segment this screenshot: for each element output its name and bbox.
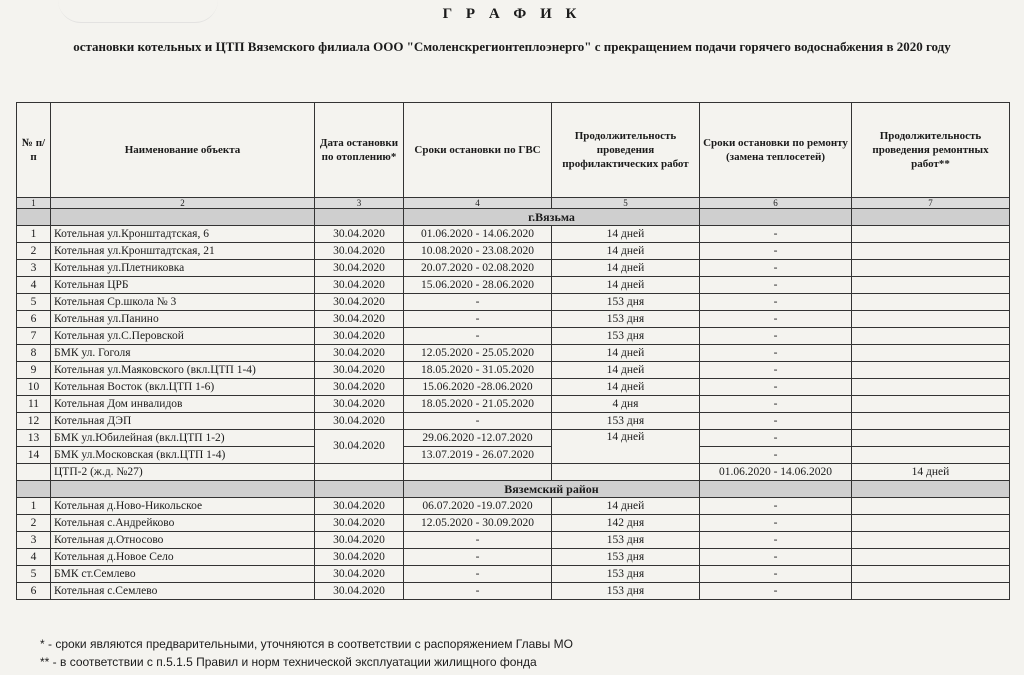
- gvs-stop-period: 18.05.2020 - 31.05.2020: [404, 362, 552, 379]
- header-gvs: Сроки остановки по ГВС: [404, 103, 552, 198]
- object-name: БМК ул.Московская (вкл.ЦТП 1-4): [51, 447, 315, 464]
- prof-duration: 14 дней: [552, 277, 700, 294]
- repair-period: -: [700, 396, 852, 413]
- col-number: 7: [852, 198, 1010, 209]
- repair-duration: [852, 379, 1010, 396]
- repair-period: -: [700, 583, 852, 600]
- heating-stop-date: 30.04.2020: [315, 549, 404, 566]
- heating-stop-date: 30.04.2020: [315, 260, 404, 277]
- heating-stop-date: 30.04.2020: [315, 345, 404, 362]
- col-number: 6: [700, 198, 852, 209]
- section-spacer: [51, 481, 315, 498]
- heating-stop-date: 30.04.2020: [315, 532, 404, 549]
- object-name: ЦТП-2 (ж.д. №27): [51, 464, 315, 481]
- row-number: 12: [17, 413, 51, 430]
- heating-stop-date: 30.04.2020: [315, 379, 404, 396]
- row-number: 4: [17, 549, 51, 566]
- prof-duration: 153 дня: [552, 583, 700, 600]
- section-spacer: [700, 209, 852, 226]
- row-number: 9: [17, 362, 51, 379]
- section-spacer: [852, 209, 1010, 226]
- gvs-stop-period: 13.07.2019 - 26.07.2020: [404, 447, 552, 464]
- object-name: Котельная Восток (вкл.ЦТП 1-6): [51, 379, 315, 396]
- heating-stop-date: 30.04.2020: [315, 328, 404, 345]
- object-name: Котельная Ср.школа № 3: [51, 294, 315, 311]
- col-number: 2: [51, 198, 315, 209]
- repair-duration: [852, 515, 1010, 532]
- col-number: 1: [17, 198, 51, 209]
- row-number: 6: [17, 311, 51, 328]
- object-name: Котельная ДЭП: [51, 413, 315, 430]
- heating-stop-date: [315, 464, 404, 481]
- table-row: [17, 515, 1010, 532]
- heating-stop-date: 30.04.2020: [315, 413, 404, 430]
- object-name: Котельная д.Относово: [51, 532, 315, 549]
- repair-duration: [852, 447, 1010, 464]
- repair-duration: [852, 396, 1010, 413]
- object-name: Котельная Дом инвалидов: [51, 396, 315, 413]
- row-number: [17, 464, 51, 481]
- table-row: [17, 226, 1010, 243]
- gvs-stop-period: -: [404, 532, 552, 549]
- table-row: [17, 311, 1010, 328]
- repair-duration: [852, 549, 1010, 566]
- repair-period: -: [700, 328, 852, 345]
- repair-period: -: [700, 566, 852, 583]
- row-number: 7: [17, 328, 51, 345]
- row-number: 2: [17, 243, 51, 260]
- repair-period: -: [700, 532, 852, 549]
- gvs-stop-period: -: [404, 328, 552, 345]
- prof-duration: 14 дней: [552, 345, 700, 362]
- repair-duration: [852, 532, 1010, 549]
- table-row: [17, 583, 1010, 600]
- heating-stop-date: 30.04.2020: [315, 277, 404, 294]
- repair-duration: [852, 260, 1010, 277]
- gvs-stop-period: 06.07.2020 -19.07.2020: [404, 498, 552, 515]
- repair-duration: [852, 294, 1010, 311]
- row-number: 6: [17, 583, 51, 600]
- heating-stop-date: 30.04.2020: [315, 515, 404, 532]
- object-name: Котельная с.Семлево: [51, 583, 315, 600]
- table-row: [17, 396, 1010, 413]
- repair-duration: [852, 362, 1010, 379]
- footnote-2: ** - в соответствии с п.5.1.5 Правил и норм технической эксплуатации жилищного фонда: [40, 655, 537, 669]
- gvs-stop-period: 15.06.2020 -28.06.2020: [404, 379, 552, 396]
- header-repair: Сроки остановки по ремонту (замена теплосетей): [700, 103, 852, 198]
- row-number: 2: [17, 515, 51, 532]
- prof-duration: 153 дня: [552, 566, 700, 583]
- table-row: [17, 345, 1010, 362]
- heating-stop-date: 30.04.2020: [315, 311, 404, 328]
- table-row: [17, 362, 1010, 379]
- prof-duration: 14 дней: [552, 362, 700, 379]
- gvs-stop-period: 10.08.2020 - 23.08.2020: [404, 243, 552, 260]
- row-number: 3: [17, 260, 51, 277]
- repair-period: -: [700, 413, 852, 430]
- heating-stop-date: 30.04.2020: [315, 396, 404, 413]
- object-name: Котельная ул.Кронштадтская, 6: [51, 226, 315, 243]
- gvs-stop-period: 18.05.2020 - 21.05.2020: [404, 396, 552, 413]
- section-title: г.Вязьма: [404, 209, 700, 226]
- repair-duration: 14 дней: [852, 464, 1010, 481]
- prof-duration: 14 дней: [552, 260, 700, 277]
- prof-duration: 153 дня: [552, 413, 700, 430]
- repair-duration: [852, 583, 1010, 600]
- table-row: [17, 379, 1010, 396]
- gvs-stop-period: -: [404, 413, 552, 430]
- prof-duration: [552, 464, 700, 481]
- table-row: [17, 243, 1010, 260]
- object-name: БМК ул. Гоголя: [51, 345, 315, 362]
- header-prof-duration: Продолжительность проведения профилактических работ: [552, 103, 700, 198]
- gvs-stop-period: -: [404, 549, 552, 566]
- repair-duration: [852, 328, 1010, 345]
- table-row: [17, 294, 1010, 311]
- row-number: 10: [17, 379, 51, 396]
- repair-period: -: [700, 226, 852, 243]
- row-number: 8: [17, 345, 51, 362]
- repair-period: -: [700, 311, 852, 328]
- section-spacer: [700, 481, 852, 498]
- repair-duration: [852, 226, 1010, 243]
- section-row: [17, 481, 1010, 498]
- heating-stop-date: 30.04.2020: [315, 566, 404, 583]
- repair-duration: [852, 243, 1010, 260]
- gvs-stop-period: [404, 464, 552, 481]
- heating-stop-date: 30.04.2020: [315, 430, 404, 464]
- section-row: [17, 209, 1010, 226]
- row-number: 11: [17, 396, 51, 413]
- gvs-stop-period: 15.06.2020 - 28.06.2020: [404, 277, 552, 294]
- object-name: Котельная ул.Маяковского (вкл.ЦТП 1-4): [51, 362, 315, 379]
- object-name: БМК ул.Юбилейная (вкл.ЦТП 1-2): [51, 430, 315, 447]
- table-row: [17, 260, 1010, 277]
- table-row: [17, 447, 1010, 464]
- prof-duration: 4 дня: [552, 396, 700, 413]
- table-row: [17, 532, 1010, 549]
- repair-duration: [852, 413, 1010, 430]
- row-number: 1: [17, 498, 51, 515]
- gvs-stop-period: 12.05.2020 - 30.09.2020: [404, 515, 552, 532]
- gvs-stop-period: 12.05.2020 - 25.05.2020: [404, 345, 552, 362]
- repair-period: -: [700, 447, 852, 464]
- prof-duration: 14 дней: [552, 430, 700, 464]
- gvs-stop-period: -: [404, 566, 552, 583]
- repair-period: -: [700, 362, 852, 379]
- footnote-1: * - сроки являются предварительными, уточняются в соответствии с распоряжением Главы МО: [40, 637, 573, 651]
- prof-duration: 153 дня: [552, 311, 700, 328]
- heating-stop-date: 30.04.2020: [315, 294, 404, 311]
- table-row: [17, 464, 1010, 481]
- col-number: 5: [552, 198, 700, 209]
- prof-duration: 153 дня: [552, 532, 700, 549]
- heating-stop-date: 30.04.2020: [315, 243, 404, 260]
- table-row: [17, 277, 1010, 294]
- repair-period: 01.06.2020 - 14.06.2020: [700, 464, 852, 481]
- row-number: 5: [17, 294, 51, 311]
- repair-period: -: [700, 294, 852, 311]
- row-number: 4: [17, 277, 51, 294]
- repair-period: -: [700, 277, 852, 294]
- repair-period: -: [700, 549, 852, 566]
- repair-period: -: [700, 430, 852, 447]
- document-title: Г Р А Ф И К: [442, 6, 582, 22]
- table-row: [17, 430, 1010, 447]
- col-number: 4: [404, 198, 552, 209]
- table-row: [17, 328, 1010, 345]
- repair-period: -: [700, 515, 852, 532]
- header-num: № п/п: [17, 103, 51, 198]
- repair-period: -: [700, 379, 852, 396]
- heating-stop-date: 30.04.2020: [315, 583, 404, 600]
- repair-duration: [852, 498, 1010, 515]
- gvs-stop-period: 29.06.2020 -12.07.2020: [404, 430, 552, 447]
- object-name: Котельная ул.Кронштадтская, 21: [51, 243, 315, 260]
- heating-stop-date: 30.04.2020: [315, 362, 404, 379]
- prof-duration: 14 дней: [552, 243, 700, 260]
- section-spacer: [17, 481, 51, 498]
- repair-duration: [852, 566, 1010, 583]
- prof-duration: 153 дня: [552, 328, 700, 345]
- repair-duration: [852, 311, 1010, 328]
- prof-duration: 14 дней: [552, 226, 700, 243]
- col-number: 3: [315, 198, 404, 209]
- table-row: [17, 549, 1010, 566]
- table-row: [17, 413, 1010, 430]
- repair-period: -: [700, 498, 852, 515]
- schedule-table: [16, 102, 1010, 600]
- prof-duration: 153 дня: [552, 294, 700, 311]
- document-subtitle: остановки котельных и ЦТП Вяземского филиала ООО "Смоленскрегионтеплоэнерго" с прекращением подачи горячего водоснабжения в 2020 году: [73, 39, 951, 54]
- object-name: Котельная д.Новое Село: [51, 549, 315, 566]
- header-repair-duration: Продолжительность проведения ремонтных работ**: [852, 103, 1010, 198]
- section-spacer: [51, 209, 315, 226]
- gvs-stop-period: 01.06.2020 - 14.06.2020: [404, 226, 552, 243]
- object-name: Котельная ЦРБ: [51, 277, 315, 294]
- repair-duration: [852, 430, 1010, 447]
- object-name: Котельная ул.С.Перовской: [51, 328, 315, 345]
- repair-duration: [852, 277, 1010, 294]
- repair-period: -: [700, 260, 852, 277]
- heating-stop-date: 30.04.2020: [315, 498, 404, 515]
- section-spacer: [17, 209, 51, 226]
- gvs-stop-period: -: [404, 294, 552, 311]
- prof-duration: 14 дней: [552, 498, 700, 515]
- section-spacer: [852, 481, 1010, 498]
- section-title: Вяземский район: [404, 481, 700, 498]
- gvs-stop-period: -: [404, 583, 552, 600]
- footnotes: [40, 635, 573, 671]
- row-number: 14: [17, 447, 51, 464]
- prof-duration: 142 дня: [552, 515, 700, 532]
- table-row: [17, 498, 1010, 515]
- header-name: Наименование объекта: [51, 103, 315, 198]
- object-name: Котельная ул.Панино: [51, 311, 315, 328]
- object-name: БМК ст.Семлево: [51, 566, 315, 583]
- object-name: Котельная с.Андрейково: [51, 515, 315, 532]
- header-date: Дата остановки по отоплению*: [315, 103, 404, 198]
- section-spacer: [315, 481, 404, 498]
- heating-stop-date: 30.04.2020: [315, 226, 404, 243]
- row-number: 5: [17, 566, 51, 583]
- object-name: Котельная ул.Плетниковка: [51, 260, 315, 277]
- section-spacer: [315, 209, 404, 226]
- repair-period: -: [700, 243, 852, 260]
- prof-duration: 14 дней: [552, 379, 700, 396]
- object-name: Котельная д.Ново-Никольское: [51, 498, 315, 515]
- prof-duration: 153 дня: [552, 549, 700, 566]
- repair-period: -: [700, 345, 852, 362]
- gvs-stop-period: -: [404, 311, 552, 328]
- row-number: 3: [17, 532, 51, 549]
- gvs-stop-period: 20.07.2020 - 02.08.2020: [404, 260, 552, 277]
- row-number: 1: [17, 226, 51, 243]
- table-row: [17, 566, 1010, 583]
- row-number: 13: [17, 430, 51, 447]
- repair-duration: [852, 345, 1010, 362]
